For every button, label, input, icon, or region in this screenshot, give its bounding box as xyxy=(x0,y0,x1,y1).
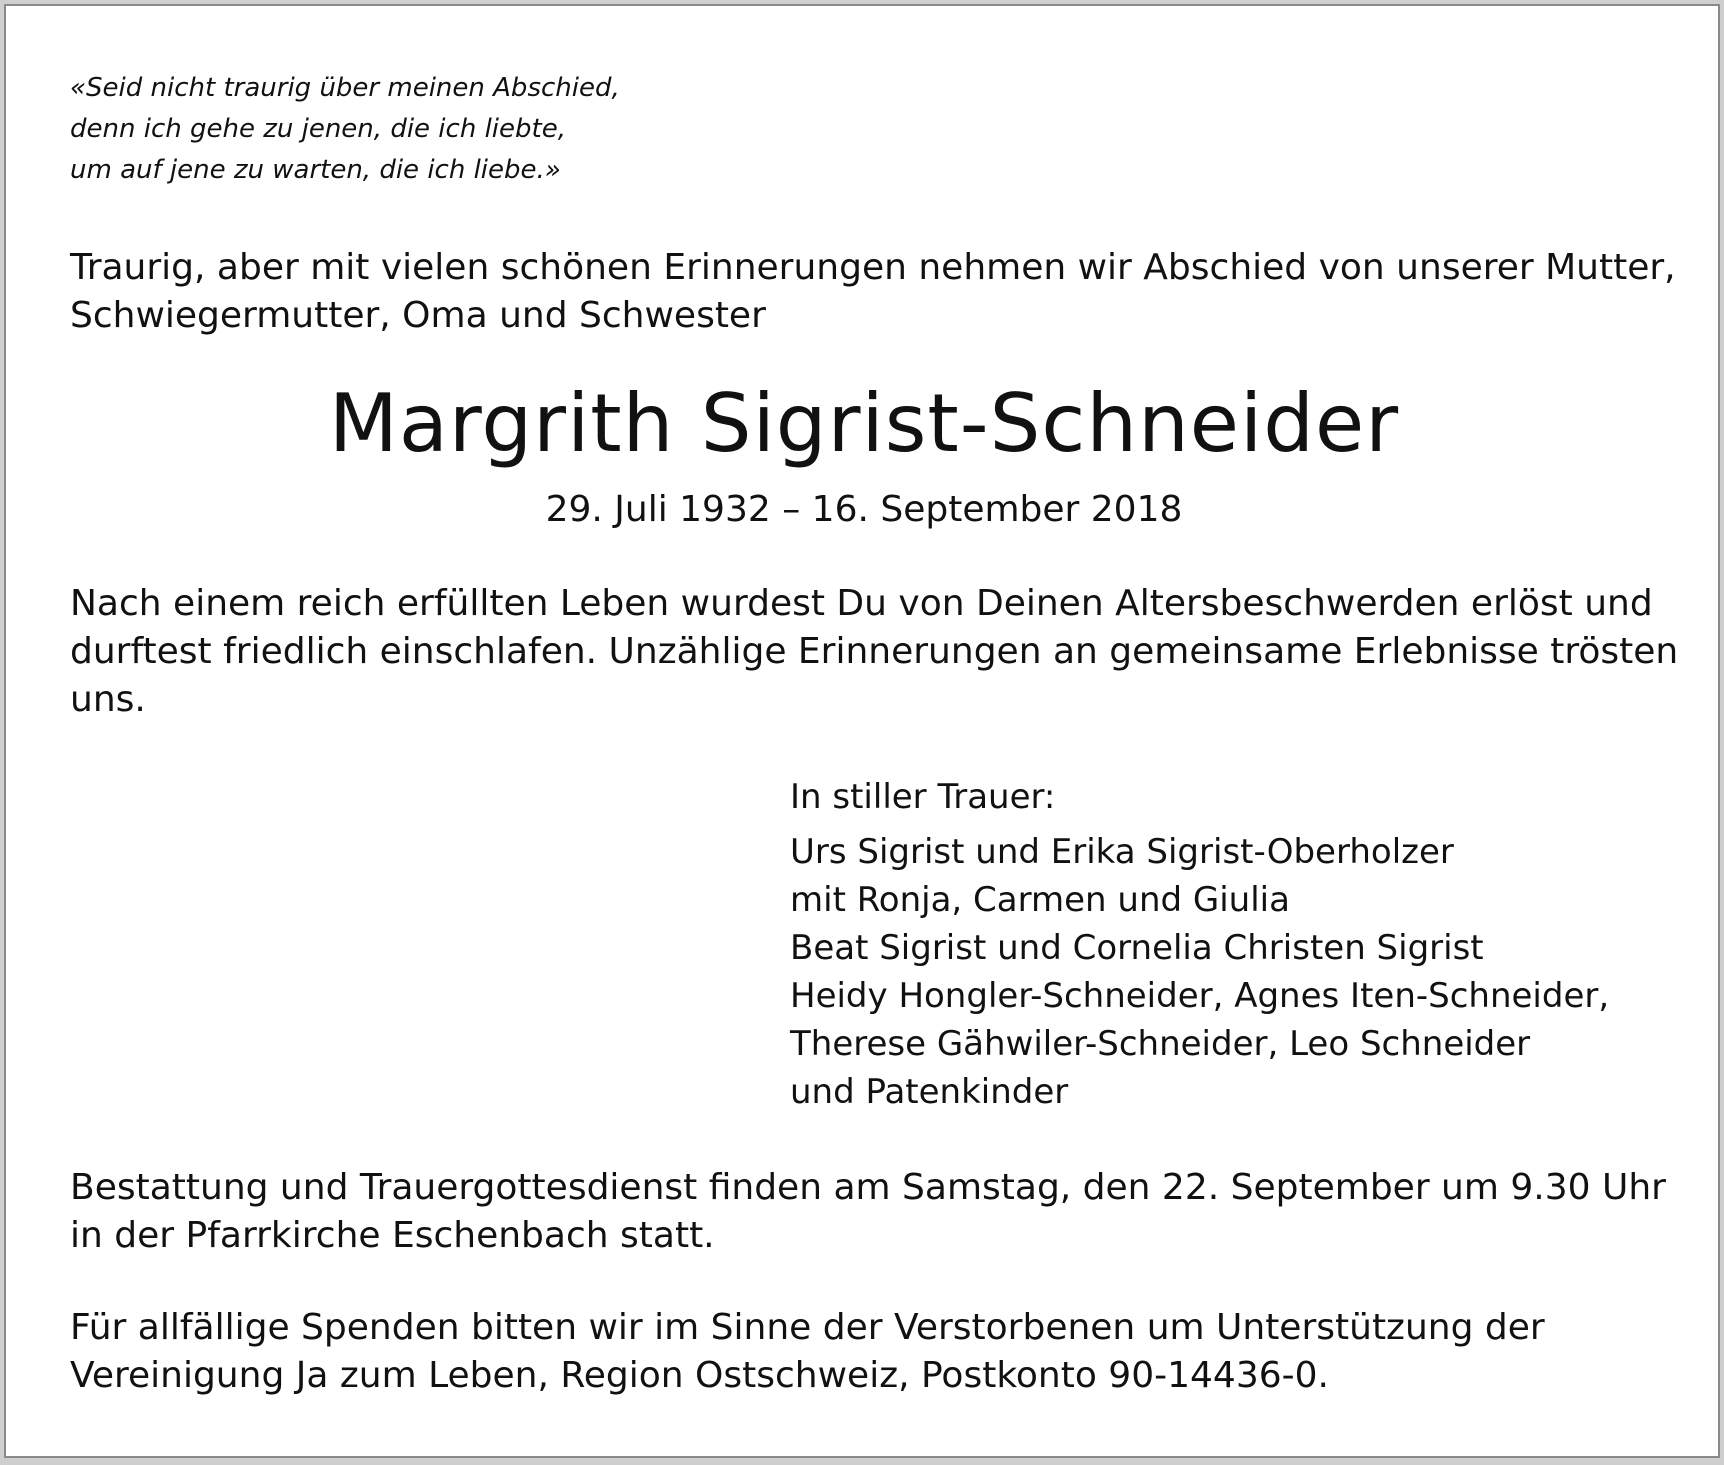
motto-line: «Seid nicht traurig über meinen Abschied, xyxy=(70,73,620,103)
mourner-line: Heidy Hongler-Schneider, Agnes Iten-Schneider, xyxy=(790,976,1610,1016)
mourner-line: Urs Sigrist und Erika Sigrist-Oberholzer xyxy=(790,832,1454,872)
mourner-line: Beat Sigrist und Cornelia Christen Sigrist xyxy=(790,928,1484,968)
donation-line: Vereinigung Ja zum Leben, Region Ostschweiz, Postkonto 90-14436-0. xyxy=(70,1355,1329,1396)
mourner-line: mit Ronja, Carmen und Giulia xyxy=(790,880,1290,920)
life-dates: 29. Juli 1932 – 16. September 2018 xyxy=(545,489,1183,530)
donation-line: Für allfällige Spenden bitten wir im Sinne der Verstorbenen um Unterstützung der xyxy=(70,1307,1545,1348)
donation-info xyxy=(70,1304,1545,1400)
message-line: Nach einem reich erfüllten Leben wurdest Du von Deinen Altersbeschwerden erlöst und xyxy=(70,583,1653,624)
message-text xyxy=(70,580,1678,724)
service-info xyxy=(70,1164,1666,1260)
mourners-list xyxy=(790,828,1609,1116)
service-line: Bestattung und Trauergottesdienst finden am Samstag, den 22. September um 9.30 Uhr xyxy=(70,1167,1666,1208)
motto-quote xyxy=(70,68,620,191)
motto-line: um auf jene zu warten, die ich liebe.» xyxy=(70,155,561,185)
intro-text xyxy=(70,244,1676,340)
intro-line: Traurig, aber mit vielen schönen Erinnerungen nehmen wir Abschied von unserer Mutter, xyxy=(70,247,1676,288)
obituary-notice xyxy=(4,4,1720,1458)
deceased-name: Margrith Sigrist-Schneider xyxy=(328,377,1400,470)
intro-line: Schwiegermutter, Oma und Schwester xyxy=(70,295,766,336)
message-line: durftest friedlich einschlafen. Unzählige Erinnerungen an gemeinsame Erlebnisse trösten xyxy=(70,631,1679,672)
mourner-line: und Patenkinder xyxy=(790,1072,1069,1112)
motto-line: denn ich gehe zu jenen, die ich liebte, xyxy=(70,114,566,144)
mourning-label: In stiller Trauer: xyxy=(790,777,1056,817)
message-line: uns. xyxy=(70,679,146,720)
mourner-line: Therese Gähwiler-Schneider, Leo Schneider xyxy=(790,1024,1531,1064)
service-line: in der Pfarrkirche Eschenbach statt. xyxy=(70,1215,715,1256)
